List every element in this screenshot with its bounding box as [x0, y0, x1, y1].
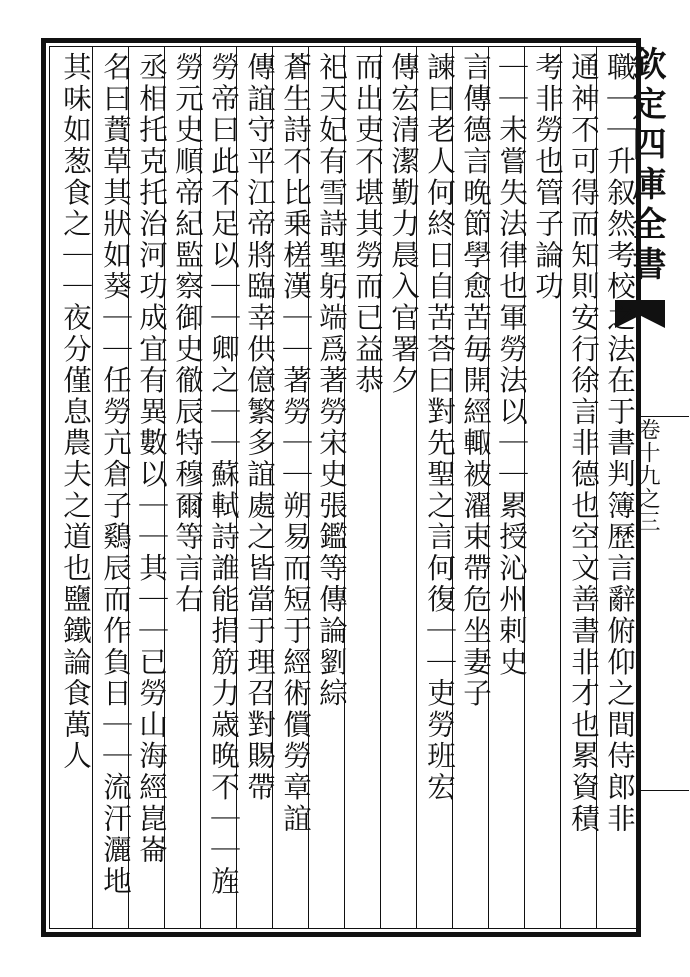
text-column-9: 祀天妃有雪詩聖躬端爲著勞宋史張鑑等傳論劉綜 [315, 52, 348, 710]
text-column-1: 職｜｜升叙然考校之法在于書判簿歷言辭俯仰之間侍郎非 [603, 52, 636, 835]
text-column-2: 通神不可得而知則安行徐言非德也空文善書非才也累資積 [567, 52, 600, 835]
text-column-16: 其味如葱食之｜｜夜分僅息農夫之道也鹽鐵論食萬人 [59, 52, 92, 772]
text-column-4: ｜｜未嘗失法律也軍勞法以｜｜累授沁州剌史 [495, 52, 528, 678]
text-column-3: 考非勞也管子論功 [531, 52, 564, 303]
volume-label: 卷十九之三 [635, 418, 660, 533]
text-column-10: 蒼生詩不比乗槎漢｜｜著勞｜｜朔易而短于經術償勞章誼 [279, 52, 312, 835]
text-column-5: 言傳德言晚節學愈苦毎開經輙被濯束帶危坐妻子 [459, 52, 492, 710]
text-column-6: 諫曰老人何終日自苦荅曰對先聖之言何復｜｜吏勞班宏 [423, 52, 456, 804]
text-column-15: 名曰蕡草其狀如葵｜｜任勞亢倉子鷄辰而作負日｜｜流汗灑地 [99, 52, 132, 898]
book-title: 欽定四庫全書 [626, 46, 666, 286]
text-column-14: 丞相托克托治河功成宜有異數以｜｜其｜｜已勞山海經崑崙 [135, 52, 168, 866]
text-column-8: 而出吏不堪其勞而已益恭 [351, 52, 384, 397]
text-column-12: 勞帝曰此不足以｜｜卿之｜｜蘇軾詩誰能捐筋力歳晚不｜｜旌 [207, 52, 240, 898]
text-column-13: 勞元史順帝紀監察御史徹辰特穆爾等言右 [171, 52, 204, 616]
text-column-11: 傳誼守平江帝將臨幸供億繁多誼處之皆當于理召對賜帶 [243, 52, 276, 804]
margin-rule-top [641, 416, 689, 417]
margin-rule-bottom [641, 790, 689, 791]
text-column-7: 傳宏清潔勤力晨入官署夕 [387, 52, 420, 397]
